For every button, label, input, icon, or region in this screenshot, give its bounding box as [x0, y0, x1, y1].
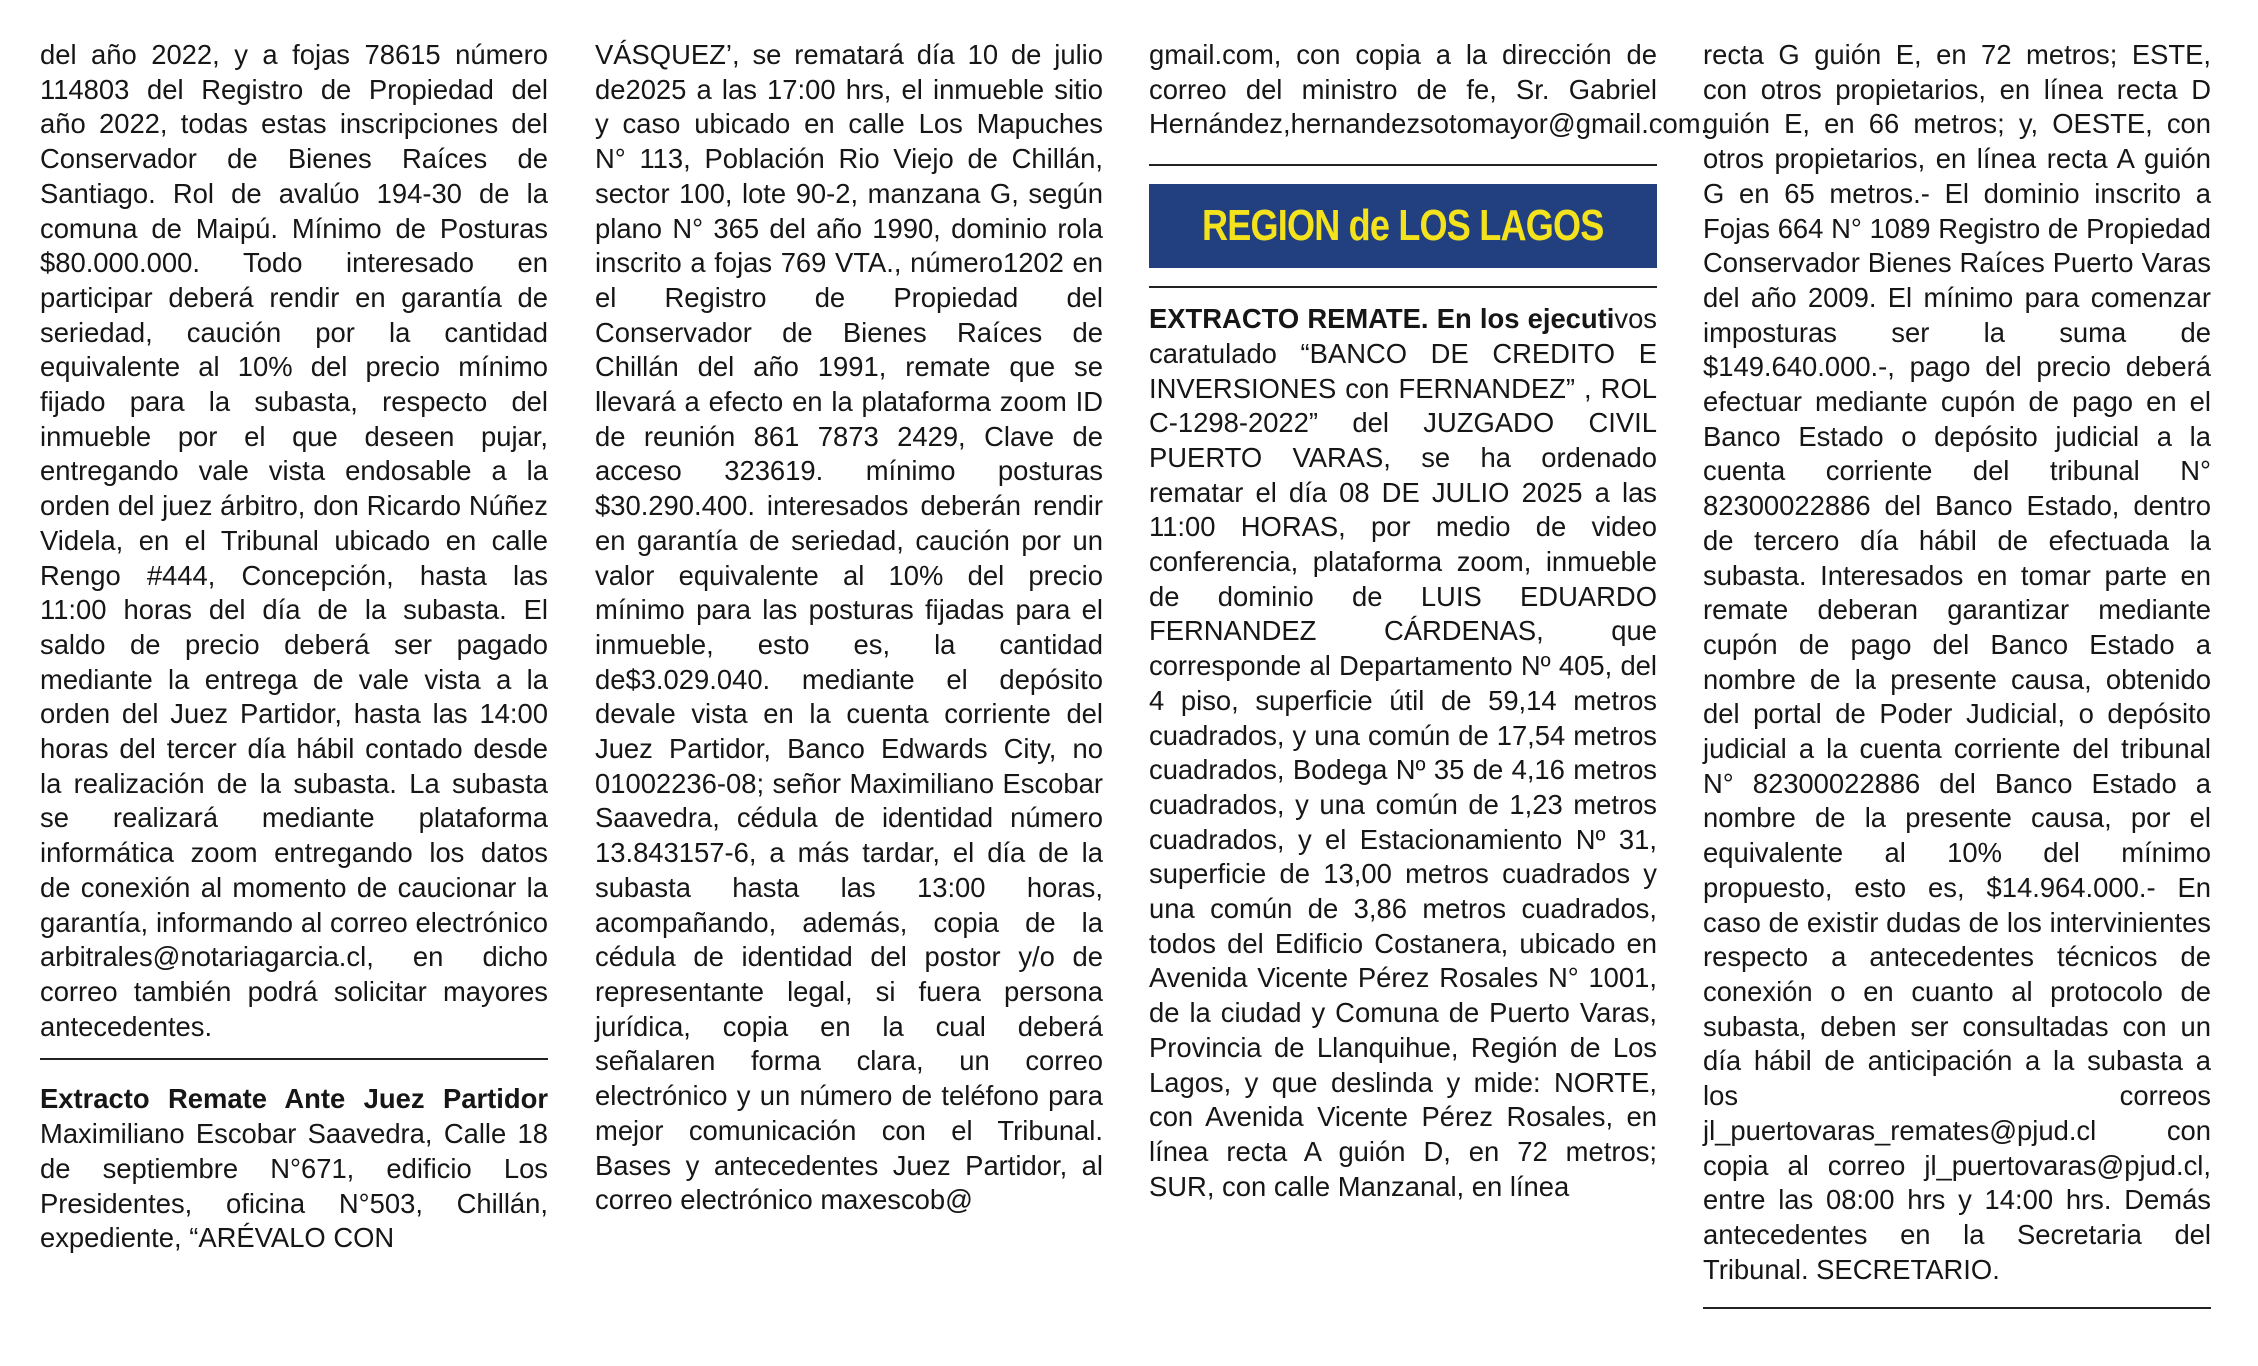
notice-heading: EXTRACTO REMATE. En los ejecuti: [1149, 303, 1615, 335]
column-2: [595, 38, 1103, 1218]
column-1: [40, 38, 548, 1256]
column-3: [1149, 38, 1709, 1204]
region-banner: [1149, 184, 1657, 268]
region-banner-title: REGION de LOS LAGOS: [1202, 201, 1604, 251]
notice-extracto-remate: [1149, 302, 1657, 1204]
notice-divider: [1149, 286, 1657, 288]
notice-divider: [1149, 164, 1657, 166]
notice-heading: Extracto Remate Ante Juez Partidor: [40, 1083, 548, 1115]
notice-end-divider: [1703, 1307, 2211, 1309]
notice-continuation-text: recta G guión E, en 72 metros; ESTE, con otros propietarios, en línea recta D guión E, en 66 metros; y, OESTE, con otros propietarios, en línea recta A guión G en 65 metros.- El dominio inscrito a Fojas 664 N° 1089 Registro de Propiedad Conservador Bienes Raíces Puerto Varas del año 2009. El mínimo para comenzar imposturas ser la suma de $149.640.000.-, pago del precio deberá efectuar mediante cupón de pago en el Banco Estado o depósito judicial a la cuenta corriente del tribunal N° 82300022886 del Banco Estado, dentro de tercero día hábil de efectuada la subasta. Interesados en tomar parte en remate deberan garantizar mediante cupón de pago del Banco Estado a nombre de la presente causa, obtenido del portal de Poder Judicial, o depósito judicial a la cuenta corriente del tribunal N° 82300022886 del Banco Estado a nombre de la presente causa, por el equivalente al 10% del mínimo propuesto, esto es, $14.964.000.- En caso de existir dudas de los intervinientes respecto a antecedentes técnicos de conexión o en cuanto al protocolo de subasta, deben ser consultadas con un día hábil de anticipación a la subasta a los correos jl_puertovaras_remates@pjud.cl con copia al correo jl_puertovaras@pjud.cl, entre las 08:00 hrs y 14:00 hrs. Demás antecedentes en la Secretaria del Tribunal. SECRETARIO.: [1703, 39, 2211, 1285]
column-4: [1703, 38, 2211, 1309]
notice-continuation-text: gmail.com, con copia a la dirección de correo del ministro de fe, Sr. Gabriel Hernández,hernandezsotomayor@gmail.com.: [1149, 39, 1709, 140]
notice-divider: [40, 1058, 548, 1060]
notice-juez-partidor: [40, 1082, 548, 1256]
notice-body: Maximiliano Escobar Saavedra, Calle 18 de septiembre N°671, edificio Los Presidentes, oficina N°503, Chillán, expediente, “ARÉVALO CON: [40, 1118, 548, 1254]
notice-continuation-text: VÁSQUEZ’, se rematará día 10 de julio de2025 a las 17:00 hrs, el inmueble sitio y caso ubicado en calle Los Mapuches N° 113, Población Rio Viejo de Chillán, sector 100, lote 90-2, manzana G, según plano N° 365 del año 1990, dominio rola inscrito a fojas 769 VTA., número1202 en el Registro de Propiedad del Conservador de Bienes Raíces de Chillán del año 1991, remate que se llevará a efecto en la plataforma zoom ID de reunión 861 7873 2429, Clave de acceso 323619. mínimo posturas $30.290.400. interesados deberán rendir en garantía de seriedad, caución por un valor equivalente al 10% del precio mínimo para las posturas fijadas para el inmueble, esto es, la cantidad de$3.029.040. mediante el depósito devale vista en la cuenta corriente del Juez Partidor, Banco Edwards City, no 01002236-08; señor Maximiliano Escobar Saavedra, cédula de identidad número 13.843157-6, a más tardar, el día de la subasta hasta las 13:00 horas, acompañando, además, copia de la cédula de identidad del postor y/o de representante legal, si fuera persona jurídica, copia en la cual deberá señalaren forma clara, un correo electrónico y un número de teléfono para mejor comunicación con el Tribunal. Bases y antecedentes Juez Partidor, al correo electrónico maxescob@: [595, 39, 1103, 1216]
notice-body: vos caratulado “BANCO DE CREDITO E INVERSIONES con FERNANDEZ” , ROL C-1298-2022” del JUZGADO CIVIL PUERTO VARAS, se ha ordenado rematar el día 08 DE JULIO 2025 a las 11:00 HORAS, por medio de video conferencia, plataforma zoom, inmueble de dominio de LUIS EDUARDO FERNANDEZ CÁRDENAS, que corresponde al Departamento Nº 405, del 4 piso, superficie útil de 59,14 metros cuadrados, y una común de 17,54 metros cuadrados, Bodega Nº 35 de 4,16 metros cuadrados, y una común de 1,23 metros cuadrados, y el Estacionamiento Nº 31, superficie de 13,00 metros cuadrados y una común de 3,86 metros cuadrados, todos del Edificio Costanera, ubicado en Avenida Vicente Pérez Rosales N° 1001, de la ciudad y Comuna de Puerto Varas, Provincia de Llanquihue, Región de Los Lagos, y que deslinda y mide: NORTE, con Avenida Vicente Pérez Rosales, en línea recta A guión D, en 72 metros; SUR, con calle Manzanal, en línea: [1149, 303, 1657, 1202]
notice-continuation-text: del año 2022, y a fojas 78615 número 114803 del Registro de Propiedad del año 2022, todas estas inscripciones del Conservador de Bienes Raíces de Santiago. Rol de avalúo 194-30 de la comuna de Maipú. Mínimo de Posturas $80.000.000. Todo interesado en participar deberá rendir en garantía de seriedad, caución por la cantidad equivalente al 10% del precio mínimo fijado para la subasta, respecto del inmueble por el que deseen pujar, entregando vale vista endosable a la orden del juez árbitro, don Ricardo Núñez Videla, en el Tribunal ubicado en calle Rengo #444, Concepción, hasta las 11:00 horas del día de la subasta. El saldo de precio deberá ser pagado mediante la entrega de vale vista a la orden del Juez Partidor, hasta las 14:00 horas del tercer día hábil contado desde la realización de la subasta. La subasta se realizará mediante plataforma informática zoom entregando los datos de conexión al momento de caucionar la garantía, informando al correo electrónico arbitrales@notariagarcia.cl, en dicho correo también podrá solicitar mayores antecedentes.: [40, 39, 548, 1042]
